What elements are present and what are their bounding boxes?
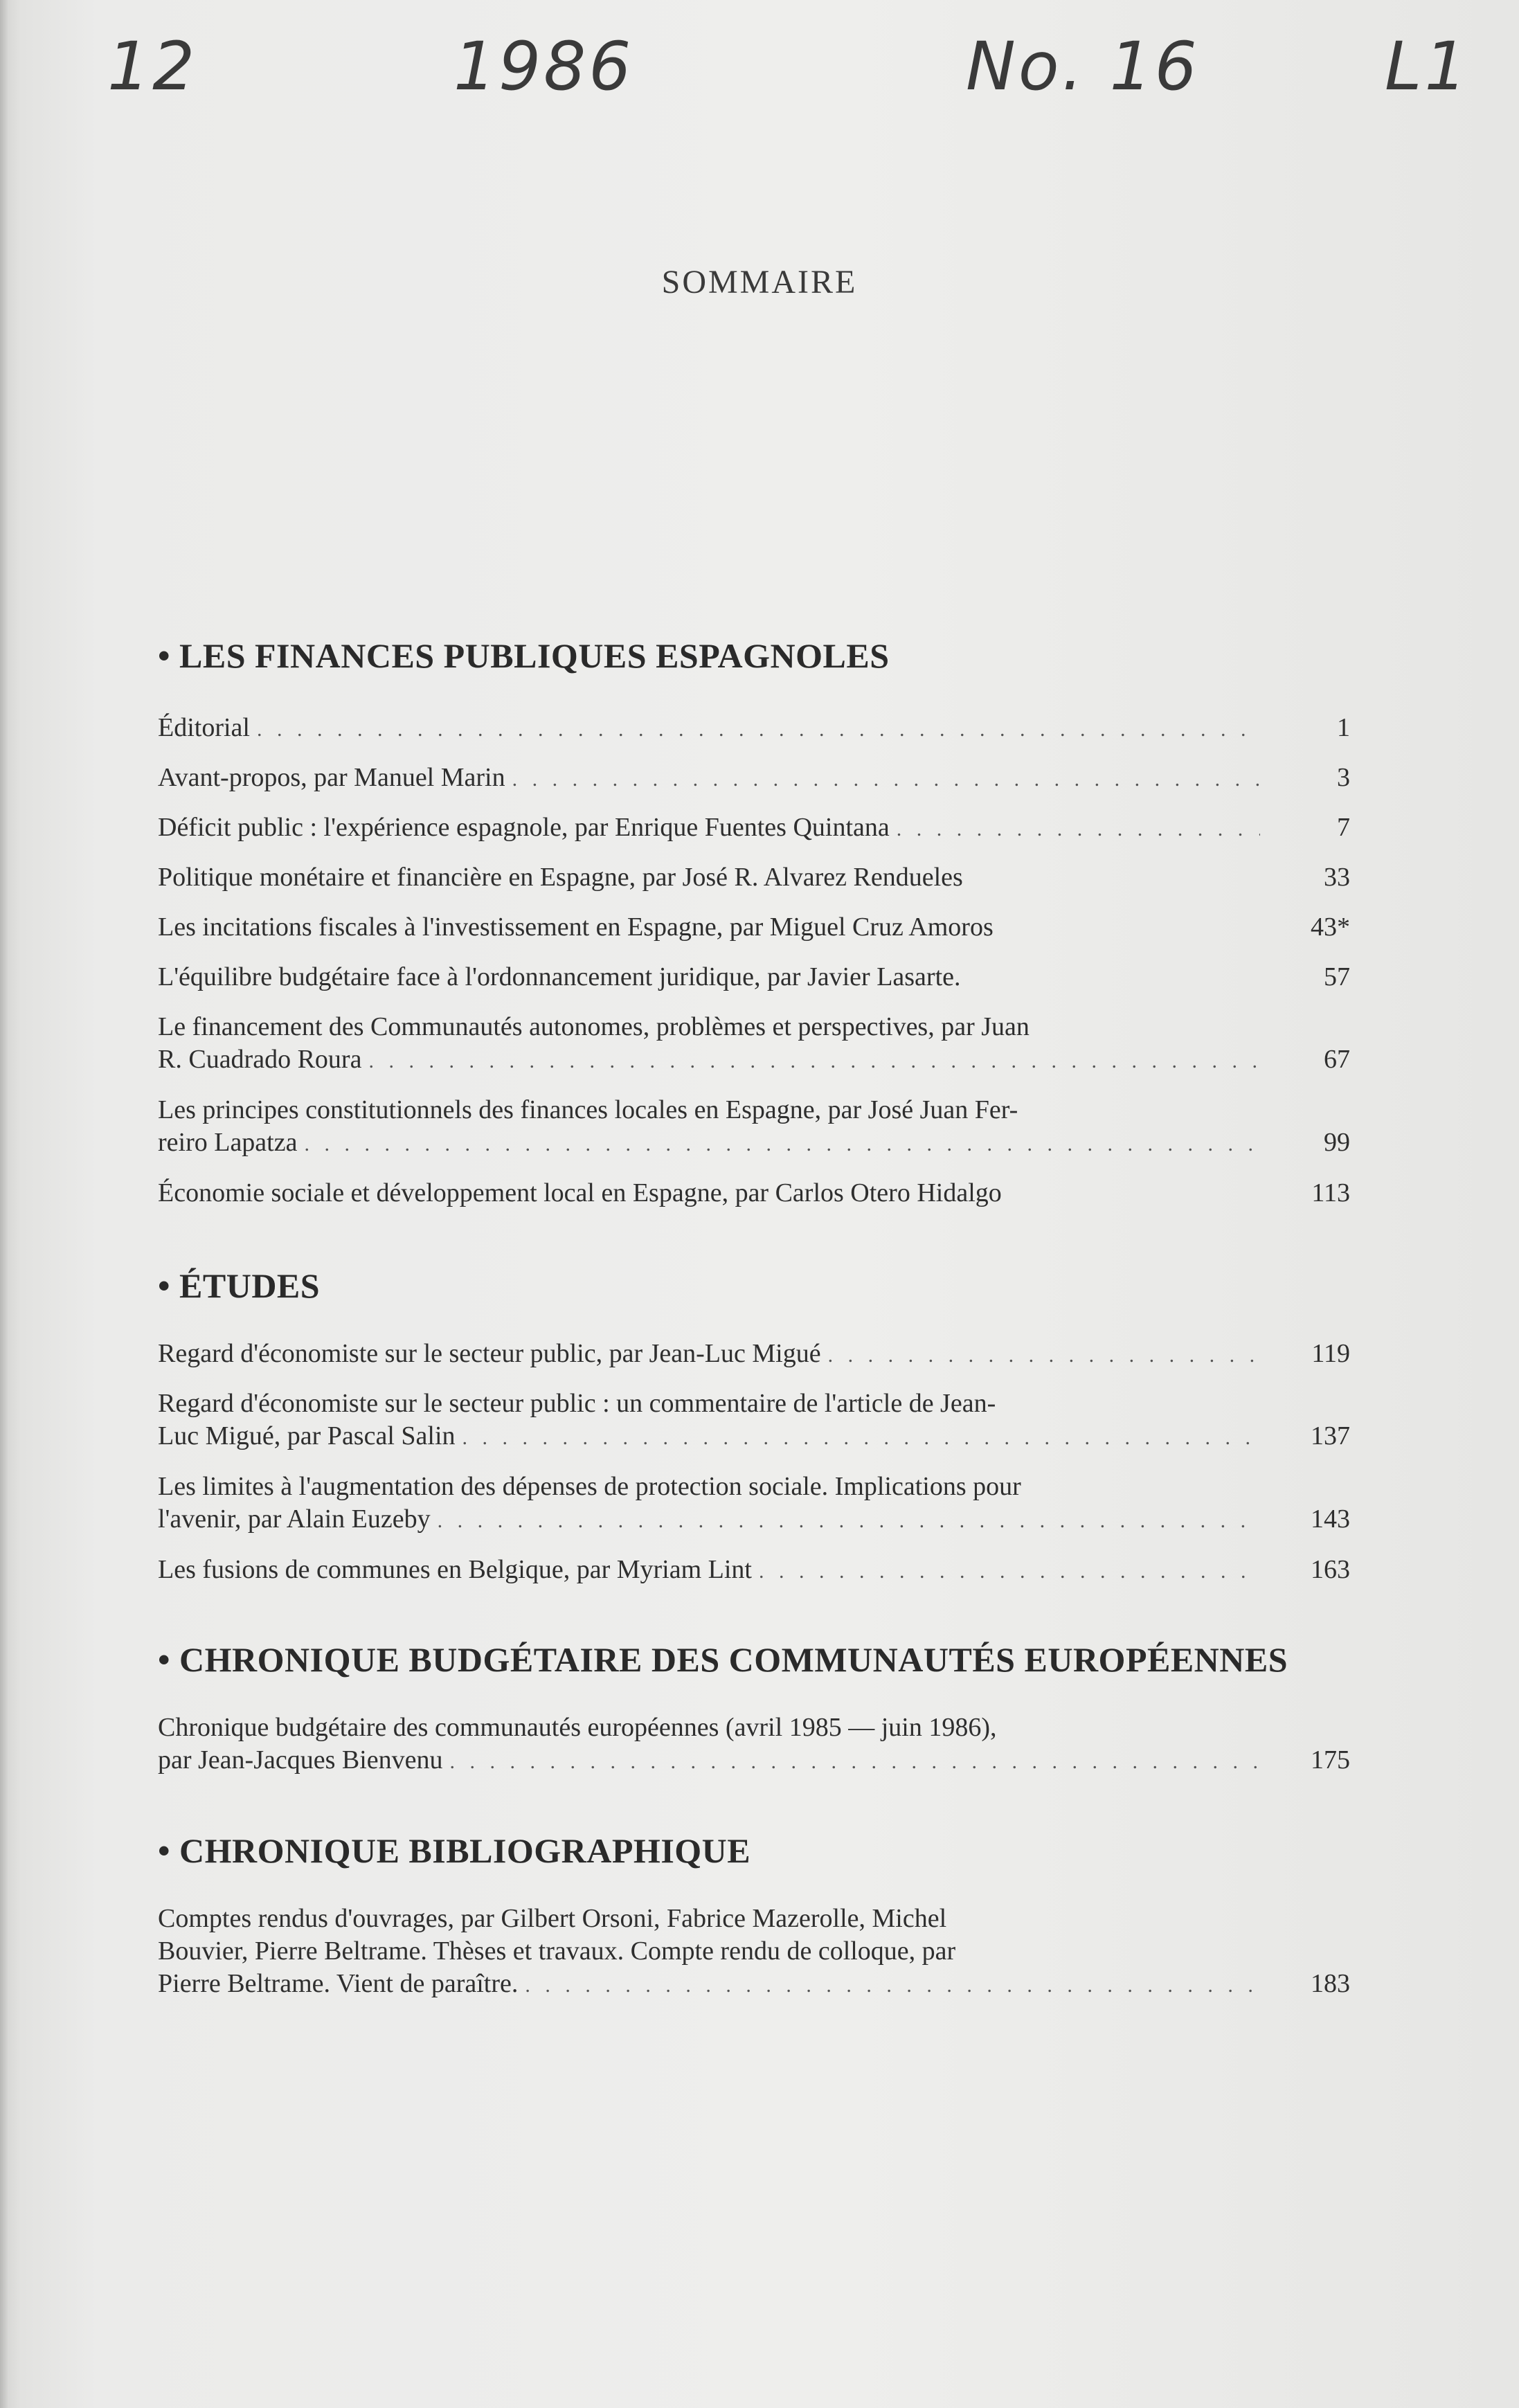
page-number: 137 <box>1311 1421 1350 1450</box>
entry-text: Les principes constitutionnels des finances locales en Espagne, par José Juan Fer- <box>158 1095 1018 1124</box>
handwritten-note-1: 12 <box>107 28 198 105</box>
entry-text: l'avenir, par Alain Euzeby <box>158 1504 431 1534</box>
dot-leader <box>450 1745 1260 1778</box>
page-number: 33 <box>1324 863 1350 892</box>
page-title: SOMMAIRE <box>661 264 858 300</box>
page-number: 1 <box>1337 713 1350 742</box>
dot-leader <box>512 763 1260 796</box>
section-heading-chronique-bibliographique: • CHRONIQUE BIBLIOGRAPHIQUE <box>158 1831 751 1870</box>
section-heading-etudes: • ÉTUDES <box>158 1266 321 1305</box>
dot-leader <box>304 1128 1260 1160</box>
toc-entry <box>158 1471 1350 1537</box>
entry-text: Bouvier, Pierre Beltrame. Thèses et travaux. Compte rendu de colloque, par <box>158 1937 956 1966</box>
dot-leader <box>462 1421 1260 1454</box>
entry-text: Les limites à l'augmentation des dépenses de protection sociale. Implications pour <box>158 1472 1021 1501</box>
entry-text: Chronique budgétaire des communautés européennes (avril 1985 — juin 1986), <box>158 1713 997 1742</box>
page-number: 183 <box>1311 1969 1350 1998</box>
binding-shadow <box>0 0 8 2408</box>
entry-text: Comptes rendus d'ouvrages, par Gilbert Orsoni, Fabrice Mazerolle, Michel <box>158 1904 947 1933</box>
toc-entry <box>158 1177 1350 1210</box>
toc-entry <box>158 762 1350 796</box>
handwritten-note-4: L1 <box>1385 28 1470 105</box>
page-number: 99 <box>1324 1128 1350 1157</box>
dot-leader <box>828 1339 1260 1372</box>
toc-entry <box>158 911 1350 944</box>
handwritten-note-year: 1986 <box>453 28 634 105</box>
entry-text: Déficit public : l'expérience espagnole, par Enrique Fuentes Quintana <box>158 813 890 842</box>
entry-text: Avant-propos, par Manuel Marin <box>158 763 505 792</box>
dot-leader <box>257 713 1260 746</box>
page-number: 43* <box>1311 913 1350 942</box>
entry-text: L'équilibre budgétaire face à l'ordonnancement juridique, par Javier Lasarte. <box>158 962 961 991</box>
toc-entry <box>158 1338 1350 1372</box>
entry-text: Les incitations fiscales à l'investissement en Espagne, par Miguel Cruz Amoros <box>158 913 994 942</box>
toc-entry <box>158 712 1350 746</box>
entry-text: Éditorial <box>158 713 250 742</box>
dot-leader <box>759 1555 1260 1588</box>
entry-text: Pierre Beltrame. Vient de paraître. <box>158 1969 519 1998</box>
page-number: 57 <box>1324 962 1350 991</box>
toc-entry <box>158 1554 1350 1588</box>
page-number: 7 <box>1337 813 1350 842</box>
section-heading-finances: • LES FINANCES PUBLIQUES ESPAGNOLES <box>158 636 890 675</box>
dot-leader <box>897 813 1260 845</box>
toc-entry <box>158 811 1350 845</box>
toc-entry <box>158 1711 1350 1778</box>
toc-entry <box>158 961 1350 994</box>
page-number: 67 <box>1324 1045 1350 1074</box>
entry-text: Regard d'économiste sur le secteur public : un commentaire de l'article de Jean- <box>158 1389 996 1418</box>
page-number: 143 <box>1311 1504 1350 1534</box>
entry-text: Luc Migué, par Pascal Salin <box>158 1421 456 1450</box>
section-heading-chronique-budgetaire: • CHRONIQUE BUDGÉTAIRE DES COMMUNAUTÉS EUROPÉENNES <box>158 1640 1288 1679</box>
page-number: 163 <box>1311 1555 1350 1584</box>
entry-text: Regard d'économiste sur le secteur public, par Jean-Luc Migué <box>158 1339 821 1368</box>
toc-entry <box>158 1903 1350 2002</box>
entry-text: Économie sociale et développement local en Espagne, par Carlos Otero Hidalgo <box>158 1178 1002 1207</box>
show-through-text <box>609 367 627 449</box>
toc-entry <box>158 861 1350 894</box>
toc-entry <box>158 1387 1350 1454</box>
toc-entry <box>158 1011 1350 1077</box>
dot-leader <box>438 1504 1260 1537</box>
handwritten-note-number: No. 16 <box>966 28 1200 105</box>
entry-text: Politique monétaire et financière en Espagne, par José R. Alvarez Rendueles <box>158 863 963 892</box>
entry-text: reiro Lapatza <box>158 1128 298 1157</box>
dot-leader <box>368 1045 1260 1077</box>
page-number: 3 <box>1337 763 1350 792</box>
toc-entry <box>158 1094 1350 1160</box>
entry-text: par Jean-Jacques Bienvenu <box>158 1745 443 1774</box>
dot-leader <box>525 1969 1260 2002</box>
entry-text: R. Cuadrado Roura <box>158 1045 362 1074</box>
entry-text: Le financement des Communautés autonomes, problèmes et perspectives, par Juan <box>158 1012 1030 1041</box>
entry-text: Les fusions de communes en Belgique, par Myriam Lint <box>158 1555 752 1584</box>
page-number: 175 <box>1311 1745 1350 1774</box>
page-number: 113 <box>1311 1178 1350 1207</box>
page-number: 119 <box>1311 1339 1350 1368</box>
